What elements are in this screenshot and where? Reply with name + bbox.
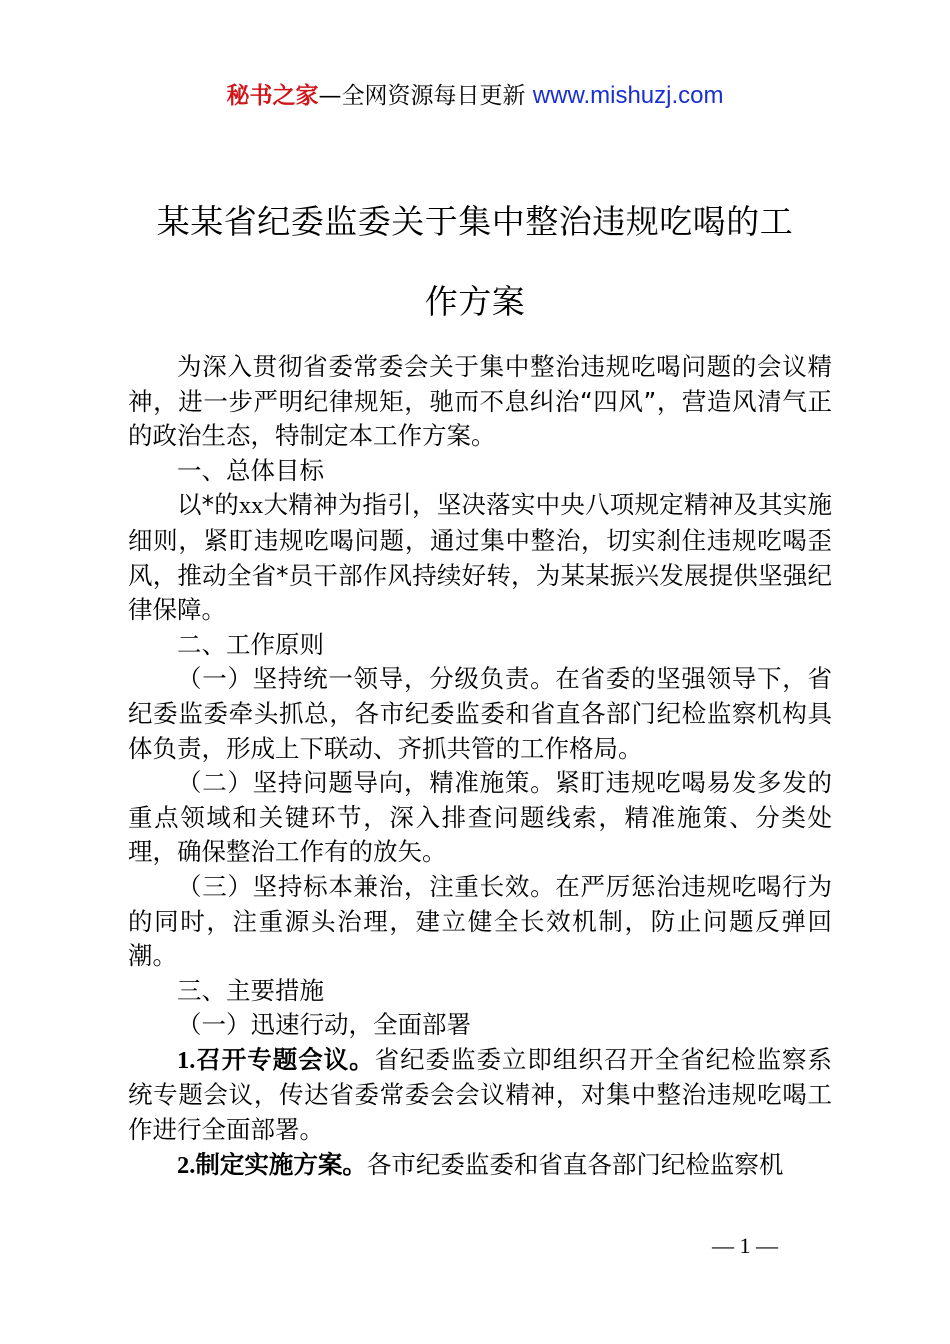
goal-text-b: 大精神为指引，坚决落实中央八项规定精神及其实施细则，紧盯违规吃喝问题，通过集中整治，切实刹住违规吃喝歪风，推动全省*员干部作风持续好转，为某某振兴发展提供坚强纪律保障。 (128, 490, 833, 625)
measure-item-1 (128, 1043, 832, 1148)
principle-paragraph-2: （二）坚持问题导向，精准施策。紧盯违规吃喝易发多发的重点领域和关键环节，深入排查问题线索，精准施策、分类处理，确保整治工作有的放矢。 (128, 768, 832, 867)
site-header (0, 80, 950, 112)
title-line-1: 某某省纪委监委关于集中整治违规吃喝的工 (156, 202, 794, 241)
section-heading-3: 三、主要措施 (177, 975, 324, 1005)
principle-paragraph-3: （三）坚持标本兼治，注重长效。在严厉惩治违规吃喝行为的同时，注重源头治理，建立健全长效机制，防止问题反弹回潮。 (128, 871, 832, 971)
item-1-number: 1. (177, 1046, 196, 1074)
site-url[interactable]: www.mishuzj.com (532, 82, 724, 109)
goal-paragraph (128, 488, 832, 627)
measure-item-2 (128, 1148, 832, 1184)
goal-text-a: 以*的 (177, 490, 239, 520)
section-heading-1: 一、总体目标 (177, 455, 324, 485)
item-2-text: 各市纪委监委和省直各部门纪检监察机 (366, 1149, 784, 1179)
principle-paragraph-1: （一）坚持统一领导，分级负责。在省委的坚强领导下，省纪委监委牵头抓总，各市纪委监委和省直各部门纪检监察机构具体负责，形成上下联动、齐抓共管的工作格局。 (128, 664, 832, 763)
item-2-title: 制定实施方案。 (195, 1149, 367, 1179)
document-title (120, 182, 830, 342)
document-body (128, 350, 832, 1183)
section-heading-2: 二、工作原则 (177, 629, 324, 659)
title-line-2: 作方案 (424, 282, 526, 321)
brand-name: 秘书之家 (226, 83, 319, 109)
item-1-title: 召开专题会议。 (195, 1044, 375, 1074)
goal-text-xx: xx (238, 492, 264, 520)
header-slogan: —全网资源每日更新 (318, 83, 533, 109)
subsection-heading-3-1: （一）迅速行动，全面部署 (177, 1010, 471, 1040)
item-2-number: 2. (177, 1151, 196, 1179)
item-1-text: 省纪委监委立即组织召开全省纪检监察系统专题会议，传达省委常委会会议精神，对集中整治违规吃喝工作进行全面部署。 (128, 1044, 833, 1145)
intro-paragraph: 为深入贯彻省委常委会关于集中整治违规吃喝问题的会议精神，进一步严明纪律规矩，驰而不息纠治“四风”，营造风清气正的政治生态，特制定本工作方案。 (128, 352, 832, 451)
page-number: — 1 — (712, 1233, 778, 1258)
